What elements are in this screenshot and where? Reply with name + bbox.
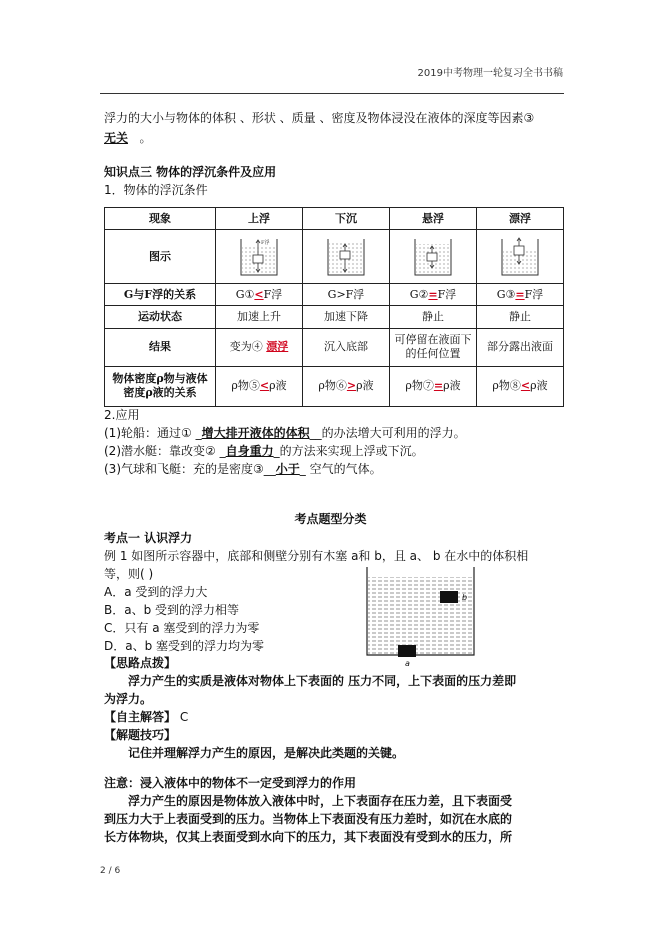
application-title: 2.应用	[104, 408, 140, 422]
note-title: 注意：浸入液体中的物体不一定受到浮力的作用	[104, 776, 357, 790]
result-answer: 漂浮	[266, 340, 289, 354]
table-row-density	[105, 366, 564, 406]
beaker-rise-diagram	[237, 235, 281, 279]
option-b: B．a、b 受到的浮力相等	[104, 603, 240, 617]
beaker-float-diagram	[498, 235, 542, 279]
intro-line	[104, 110, 534, 126]
option-a: A．a 受到的浮力大	[104, 585, 208, 599]
table-cell: 加速上升	[216, 306, 303, 328]
row-label: 图示	[105, 230, 216, 284]
table-cell: 静止	[390, 306, 477, 328]
figure-sink	[303, 230, 390, 284]
example-line-1: 例 1 如图所示容器中，底部和侧壁分别有木塞 a和 b，且 a、 b 在水中的体积相	[104, 549, 529, 563]
point-title: 考点一 认识浮力	[104, 531, 193, 545]
application-item-2: (2)潜水艇：靠改变② _自身重力_的方法来实现上浮或下沉。	[104, 444, 424, 458]
relation-cell: G②=F浮	[390, 284, 477, 306]
relation-cell: G③=F浮	[477, 284, 564, 306]
tip-text: 记住并理解浮力产生的原因，是解决此类题的关键。	[128, 746, 405, 760]
row-label: 物体密度ρ物与液体密度ρ液的关系	[105, 366, 216, 406]
density-cell: ρ物⑥>ρ液	[303, 366, 390, 406]
tip-title: 【解题技巧】	[104, 728, 177, 742]
plug-b-label: b	[462, 593, 468, 602]
hint-line-2: 为浮力。	[104, 692, 153, 706]
header-title: 2019中考物理一轮复习全书书稿	[417, 68, 563, 79]
table-cell: 部分露出液面	[477, 328, 564, 366]
answer-line	[104, 709, 188, 725]
table-cell: 可停留在液面下的任何位置	[390, 328, 477, 366]
force-label: F浮	[261, 239, 270, 246]
row-label: 结果	[105, 328, 216, 366]
figure-suspend	[390, 230, 477, 284]
relation-cell: G①<F浮	[216, 284, 303, 306]
application-item-3: (3)气球和飞艇：充的是密度③__小于_ 空气的气体。	[104, 462, 382, 476]
row-label: 运动状态	[105, 306, 216, 328]
header-divider	[100, 93, 564, 94]
table-cell: 变为④ 漂浮	[216, 328, 303, 366]
beaker-suspend-diagram	[411, 235, 455, 279]
table-row-relation	[105, 284, 564, 306]
relation-cell: G>F浮	[303, 284, 390, 306]
table-header: 现象	[105, 208, 216, 230]
plug-a-label: a	[405, 659, 410, 668]
note-line-1: 浮力产生的原因是物体放入液体中时，上下表面存在压力差，且下表面受	[128, 794, 513, 808]
subsection-title: 1．物体的浮沉条件	[104, 183, 208, 197]
row-label: G与F浮的关系	[105, 284, 216, 306]
table-cell: 沉入底部	[303, 328, 390, 366]
table-header: 上浮	[216, 208, 303, 230]
intro-answer-line	[104, 130, 151, 146]
intro-text: 浮力的大小与物体的体积 、形状 、质量 、密度及物体浸没在液体的深度等因素③	[104, 111, 535, 125]
classification-title: 考点题型分类	[294, 512, 367, 526]
table-cell: 静止	[477, 306, 564, 328]
table-row-motion	[105, 306, 564, 328]
intro-answer: 无关	[104, 131, 129, 145]
application-item-1: (1)轮船：通过① _增大排开液体的体积__的办法增大可利用的浮力。	[104, 426, 466, 440]
table-header-row	[105, 208, 564, 230]
table-header: 漂浮	[477, 208, 564, 230]
beaker-sink-diagram	[324, 235, 368, 279]
option-c: C．只有 a 塞受到的浮力为零	[104, 621, 260, 635]
page-number: 2 / 6	[100, 866, 121, 876]
density-cell: ρ物⑤<ρ液	[216, 366, 303, 406]
water-region	[368, 577, 473, 654]
density-cell: ρ物⑦=ρ液	[390, 366, 477, 406]
plug-a	[398, 645, 416, 657]
intro-end: 。	[139, 131, 152, 145]
figure-float	[477, 230, 564, 284]
answer-label: 【自主解答】	[104, 710, 177, 724]
answer-value: C	[179, 710, 189, 724]
plug-b	[440, 591, 458, 603]
hint-line-1: 浮力产生的实质是液体对物体上下表面的 压力不同，上下表面的压力差即	[128, 674, 517, 688]
note-line-2: 到压力大于上表面受到的压力。当物体上下表面没有压力差时，如沉在水底的	[104, 812, 513, 826]
container-figure	[366, 567, 476, 668]
section-title: 知识点三 物体的浮沉条件及应用	[104, 165, 277, 179]
table-row-result	[105, 328, 564, 366]
figure-rise	[216, 230, 303, 284]
table-row-figure	[105, 230, 564, 284]
example-line-2: 等，则( )	[104, 567, 154, 581]
option-d: D．a、b 塞受到的浮力均为零	[104, 639, 265, 653]
table-cell: 加速下降	[303, 306, 390, 328]
hint-title: 【思路点拨】	[104, 656, 177, 670]
floating-conditions-table	[104, 207, 564, 407]
density-cell: ρ物⑧<ρ液	[477, 366, 564, 406]
table-header: 下沉	[303, 208, 390, 230]
note-line-3: 长方体物块，仅其上表面受到水向下的压力，其下表面没有受到水的压力，所	[104, 830, 513, 844]
table-header: 悬浮	[390, 208, 477, 230]
